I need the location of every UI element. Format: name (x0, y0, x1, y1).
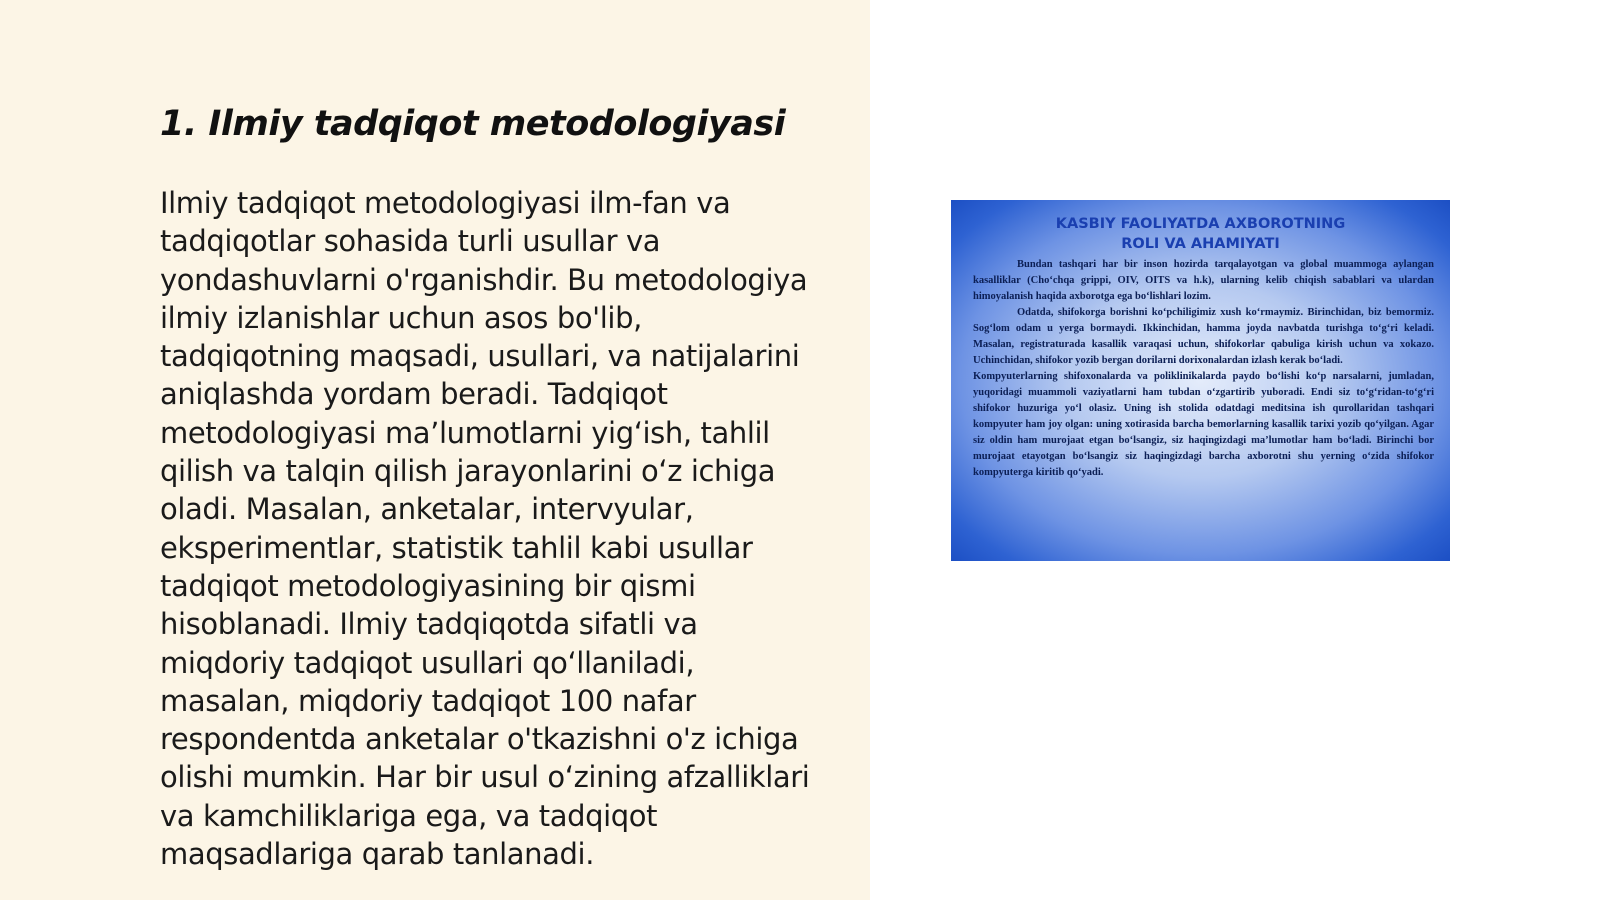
article-image-title-line: KASBIY FAOLIYATDA AXBOROTNING (1055, 216, 1346, 232)
article-image-text (973, 257, 1434, 481)
slide-title: 1. Ilmiy tadqiqot metodologiyasi (160, 104, 786, 144)
article-image-paragraph: Kompyuterlarning shifoxonalarda va poliklinikalarda paydo bo‘lishi ko‘p narsalarni, jumladan, yuqoridagi muammoli vaziyatlarni ham tubdan o‘zgartirib yuboradi. Endi siz to‘g‘ridan-to‘g‘ri shifokor huzuriga yo‘l olasiz. Uning ish stolida odatdagi meditsina ish qurollaridan tashqari kompyuter ham joy olgan: uning xotirasida barcha bemorlarning kasallik tarixi yozib qo‘yilgan. Agar siz oldin ham murojaat etgan bo‘lsangiz, siz haqingizdagi ma’lumotlar ham bo‘ladi. Birinchi bor murojaat etayotgan bo‘lsangiz siz haqingizdagi barcha axborotni shu yerning o‘zida shifokor kompyuterga kiritib qo‘yadi. (973, 371, 1434, 478)
article-image-paragraph: Odatda, shifokorga borishni ko‘pchiligimiz xush ko‘rmaymiz. Birinchidan, biz bemormiz. Sog‘lom odam u yerga bormaydi. Ikkinchidan, hamma joyda navbatda turishga to‘g‘ri keladi. Masalan, registraturada kasallik varaqasi uchun, shifokorlar qabuliga kirish uchun va xokazo. Uchinchidan, shifokor yozib bergan dorilarni dorixonalardan izlash kerak bo‘ladi. (973, 307, 1434, 366)
article-image-paragraph: Bundan tashqari har bir inson hozirda tarqalayotgan va global muammoga aylangan kasalliklar (Cho‘chqa grippi, OIV, OITS va h.k), ularning kelib chiqish sabablari va ulardan himoyalanish haqida axborotga ega bo‘lishlari lozim. (973, 259, 1434, 302)
slide-body-text: Ilmiy tadqiqot metodologiyasi ilm-fan va tadqiqotlar sohasida turli usullar va yondashuvlarni o'rganishdir. Bu metodologiya ilmiy izlanishlar uchun asos bo'lib, tadqiqotning maqsadi, usullari, va natijalarini aniqlashda yordam beradi. Tadqiqot metodologiyasi ma’lumotlarni yig‘ish, tahlil qilish va talqin qilish jarayonlarini o‘z ichiga oladi. Masalan, anketalar, intervyular, eksperimentlar, statistik tahlil kabi usullar tadqiqot metodologiyasining bir qismi hisoblanadi. Ilmiy tadqiqotda sifatli va miqdoriy tadqiqot usullari qo‘llaniladi, masalan, miqdoriy tadqiqot 100 nafar respondentda anketalar o'tkazishni o'z ichiga olishi mumkin. Har bir usul o‘zining afzalliklari va kamchiliklariga ega, va tadqiqot maqsadlariga qarab tanlanadi. (160, 186, 810, 872)
article-image-title-line: ROLI VA AHAMIYATI (1121, 236, 1280, 252)
article-image (951, 200, 1450, 561)
article-image-title (951, 214, 1450, 254)
